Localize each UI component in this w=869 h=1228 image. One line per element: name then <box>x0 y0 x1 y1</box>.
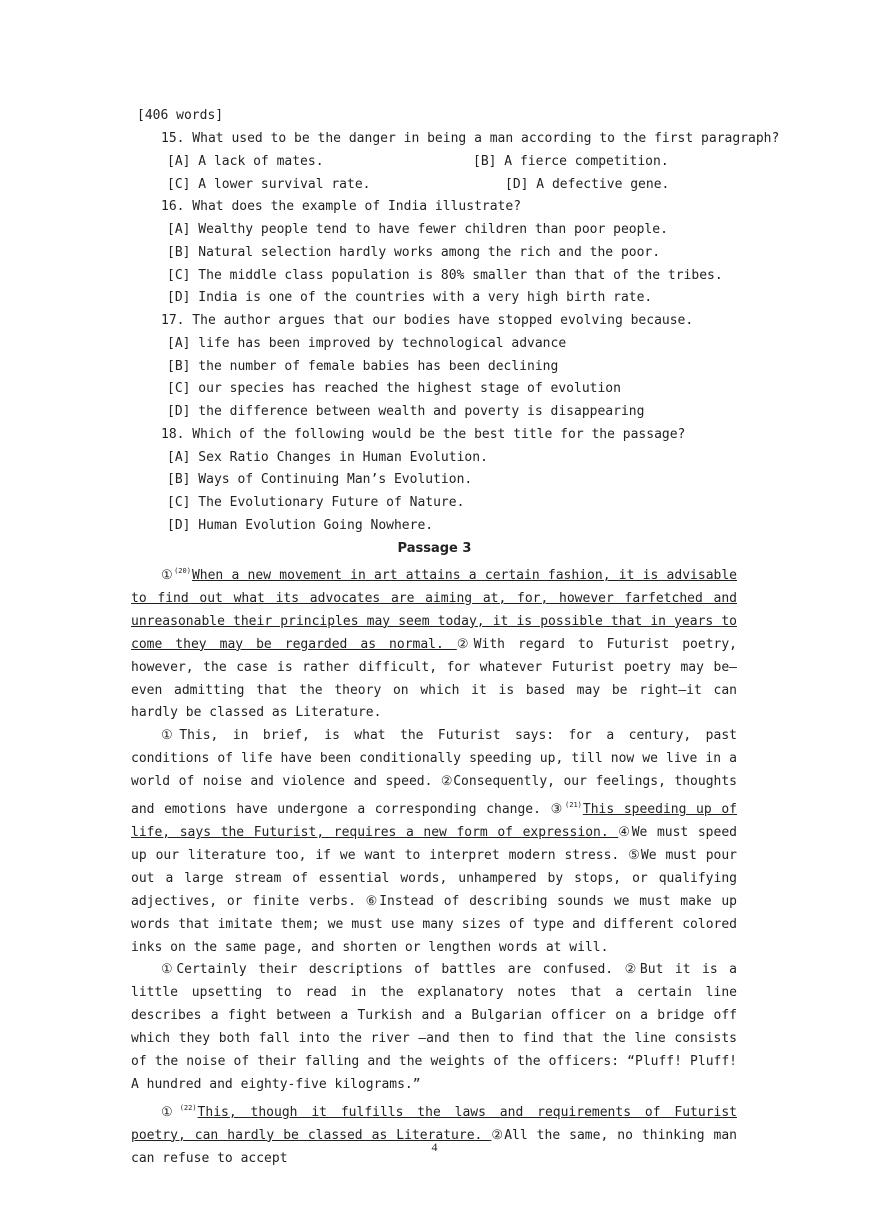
question-17-option-a: [A] life has been improved by technological advance <box>167 336 567 351</box>
question-18-stem: 18. Which of the following would be the best title for the passage? <box>161 427 686 442</box>
paragraph-text: ④We must speed up our literature too, if we want to interpret modern stress. ⑤We must pour out a large stream of essential words, unhampered by stops, or qualifying adjectives, or finite verbs. ⑥Instead of describing sounds we must make up words that imitate them; we must use many sizes of type and different colored inks on the same page, and shorten or lengthen words at will. <box>131 824 737 955</box>
page-number: 4 <box>431 1140 438 1154</box>
question-16-option-a: [A] Wealthy people tend to have fewer children than poor people. <box>167 222 668 237</box>
underlined-sentence: This, though it fulfills the laws and requirements of Futurist poetry, can hardly be classed as Literature. <box>131 1104 737 1143</box>
underlined-sentence: When a new movement in art attains a certain fashion, it is advisable to find out what its advocates are aiming at, for, however farfetched and unreasonable their principles may seem today, it is possible that in years to come they may be regarded as normal. <box>131 568 737 652</box>
question-18-option-d: [D] Human Evolution Going Nowhere. <box>167 518 434 533</box>
paragraph-text: ①This, in brief, is what the Futurist says: for a century, past conditions of life have been conditionally speeding up, till now we live in a world of noise and violence and speed. ②Consequently, our feelings, thoughts and emotions have undergone a corresponding change. ③ <box>131 728 737 818</box>
paragraph-1 <box>131 560 737 725</box>
question-17-option-d: [D] the difference between wealth and poverty is disappearing <box>167 404 645 419</box>
question-18-option-c: [C] The Evolutionary Future of Nature. <box>167 495 465 510</box>
question-18-option-a: [A] Sex Ratio Changes in Human Evolution. <box>167 450 488 465</box>
question-16-option-c: [C] The middle class population is 80% smaller than that of the tribes. <box>167 268 723 283</box>
sentence-marker: ① <box>161 568 174 583</box>
question-15-option-d: [D] A defective gene. <box>505 177 670 192</box>
reference-mark: (22) <box>179 1103 197 1112</box>
question-17-option-b: [B] the number of female babies has been declining <box>167 359 559 374</box>
question-18-option-b: [B] Ways of Continuing Man’s Evolution. <box>167 472 473 487</box>
question-16-option-b: [B] Natural selection hardly works among the rich and the poor. <box>167 245 661 260</box>
passage-title: Passage 3 <box>397 541 472 556</box>
question-15-option-c: [C] A lower survival rate. <box>167 177 371 192</box>
sentence-marker: ① <box>161 1104 179 1120</box>
question-17-stem: 17. The author argues that our bodies have stopped evolving because. <box>161 313 694 328</box>
passage-body <box>131 560 737 1171</box>
paragraph-text: ①Certainly their descriptions of battles are confused. ②But it is a little upsetting to read in the explanatory notes that a certain line describes a fight between a Turkish and a Bulgarian officer on a bridge off which they both fall into the river —and then to find that the line consists of the noise of their falling and the weights of the officers: “Pluff! Pluff! A hundred and eighty-five kilograms.” <box>131 962 737 1092</box>
question-16-stem: 16. What does the example of India illustrate? <box>161 199 522 214</box>
question-17-option-c: [C] our species has reached the highest stage of evolution <box>167 381 621 396</box>
paragraph-4 <box>131 1097 737 1171</box>
paragraph-text: ②All the same, no thinking man can refuse to accept <box>131 1127 737 1166</box>
paragraph-3 <box>131 959 737 1096</box>
question-15-option-b: [B] A fierce competition. <box>473 154 669 169</box>
underlined-sentence: This speeding up of life, says the Futurist, requires a new form of expression. <box>131 802 737 840</box>
word-count: [406 words] <box>137 108 224 123</box>
reference-mark: (20) <box>174 567 191 575</box>
paragraph-2 <box>131 725 737 959</box>
paragraph-text: ②With regard to Futurist poetry, however, the case is rather difficult, for whatever Futurist poetry may be—even admitting that the theory on which it is based may be right—it can hardly be classed as Literature. <box>131 636 737 721</box>
reference-mark: (21) <box>565 801 582 810</box>
question-15-stem: 15. What used to be the danger in being a man according to the first paragraph? <box>161 131 780 146</box>
question-16-option-d: [D] India is one of the countries with a very high birth rate. <box>167 290 653 305</box>
question-15-option-a: [A] A lack of mates. <box>167 154 324 169</box>
